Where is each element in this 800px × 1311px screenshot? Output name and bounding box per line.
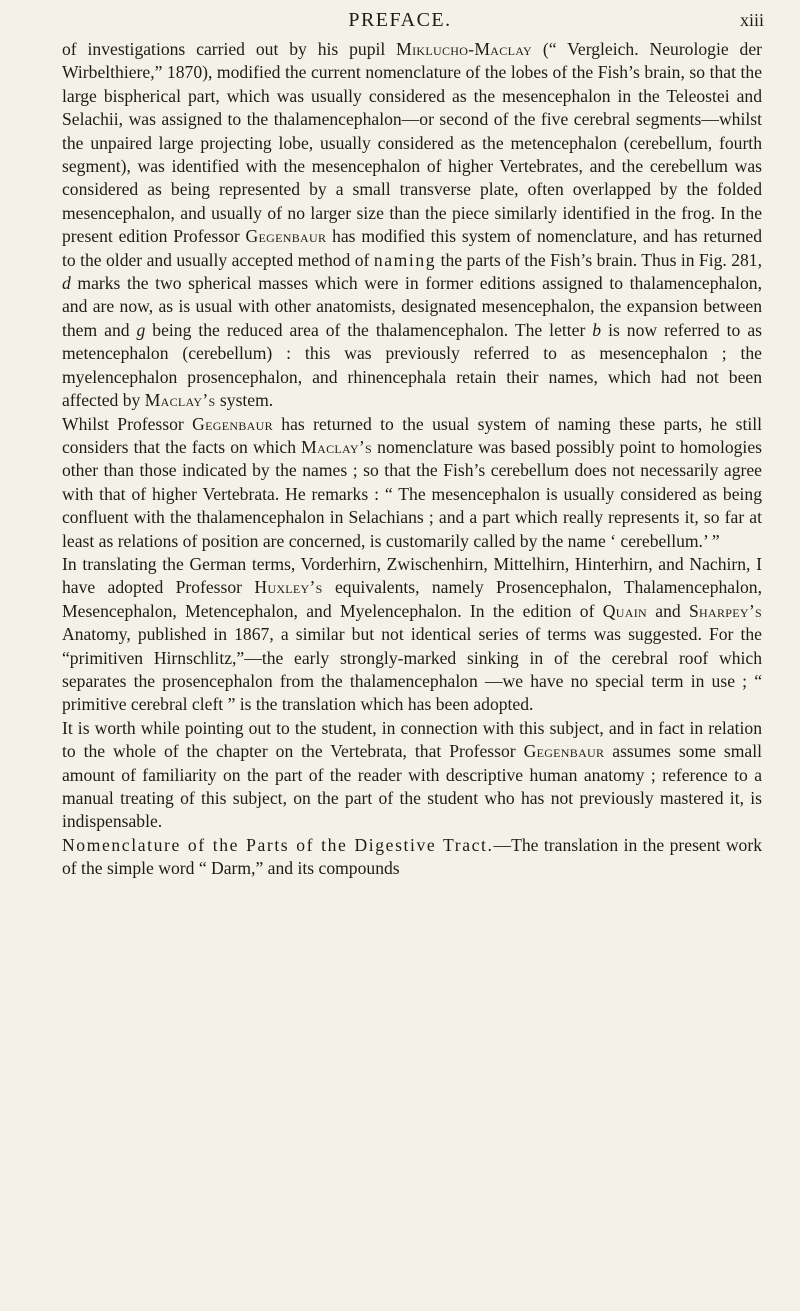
body-text xyxy=(62,38,762,881)
italic-letter: b xyxy=(592,319,602,340)
small-caps-name: Sharpey’s xyxy=(688,600,762,621)
text-run: is now referred to as metencephalon (cerebellum) : this was previously referred to as mesencephalon ; the myelencephalon prosencephalon, and rhinencephala retain their names, which had not been affected by xyxy=(62,319,762,411)
small-caps-name: Maclay’s xyxy=(144,390,216,411)
text-run: (“ Vergleich. Neurologie der Wirbelthiere,” 1870), modified the current nomenclature of the lobes of the Fish’s brain, so that the large bispherical part, which was usually considered as the mesencephalon in the Teleostei and Selachii, was assigned to the thalamencephalon—or second of the five cerebral segments—whilst the unpaired large projecting lobe, usually considered as the metencephalon (cerebellum, fourth segment), was identified with the mesencephalon of higher Vertebrates, and the cerebellum was considered as being represented by a small transverse plate, often overlapped by the folded mesencephalon, and usually of no larger size than the piece similarly identified in the frog. In the present edition Professor xyxy=(62,39,762,247)
text-run: equivalents, namely Prosencephalon, Thalamencephalon, Mesencephalon, Metencephalon, and Myelencephalon. In the edition of xyxy=(62,577,762,621)
text-run: being the reduced area of the thalamencephalon. The letter xyxy=(145,319,593,340)
paragraph xyxy=(62,413,762,553)
spaced-text: Nomenclature of the Parts of the Digestive Tract. xyxy=(62,834,494,855)
italic-letter: g xyxy=(136,319,146,340)
text-run: In translating the German terms, Vorderhirn, Zwischenhirn, Mittelhirn, Hinterhirn, and Nachirn, I have adopted Professor xyxy=(62,553,762,598)
small-caps-name: Gegenbaur xyxy=(245,226,327,247)
text-run: the parts of the Fish’s brain. Thus in Fig. 281, xyxy=(436,249,762,270)
text-run: nomenclature was based possibly point to homologies other than those indicated by the names ; so that the Fish’s cerebellum does not necessarily agree with that of higher Vertebrata. He remarks : “ The mesencephalon is usually considered as being confluent with the thalamencephalon in Selachians ; and a part which really represents it, so far at least as relations of position are concerned, is customarily called by the name ‘ cerebellum.’ ” xyxy=(62,436,762,551)
text-run: It is worth while pointing out to the student, in connection with this subject, and in fact in relation to the whole of the chapter on the Vertebrata, that Professor xyxy=(62,717,762,762)
paragraph xyxy=(62,38,762,413)
small-caps-name: Quain xyxy=(602,600,647,621)
text-run: has returned to the usual system of naming these parts, he still considers that the facts on which xyxy=(62,413,763,457)
small-caps-name: Gegenbaur xyxy=(523,741,605,762)
small-caps-name: Huxley’s xyxy=(254,577,323,598)
text-run: marks the two spherical masses which were in former editions assigned to thalamencephalon, and are now, as is usual with other anatomists, designated mesencephalon, the expansion between them and xyxy=(62,273,762,340)
small-caps-name: Maclay’s xyxy=(301,436,372,457)
text-run: of investigations carried out by his pupil xyxy=(62,39,397,59)
running-head-title: PREFACE. xyxy=(348,9,452,31)
running-head xyxy=(0,6,800,34)
small-caps-name: Gegenbaur xyxy=(192,413,273,434)
spaced-text: naming xyxy=(373,249,437,270)
text-run: Whilst Professor xyxy=(62,413,193,434)
text-run: and xyxy=(646,600,689,621)
paragraph xyxy=(62,553,762,717)
text-run: system. xyxy=(215,390,274,411)
page-number: xiii xyxy=(739,10,764,30)
text-run: —The translation in the present work of the simple word “ Darm,” and its compounds xyxy=(62,834,762,879)
text-run: assumes some small amount of familiarity on the part of the reader with descriptive human anatomy ; reference to a manual treating of this subject, on the part of the student who has not previously mastered it, is indispensable. xyxy=(62,741,763,832)
paragraph xyxy=(62,717,762,834)
italic-letter: d xyxy=(62,273,71,294)
small-caps-name: Miklucho-Maclay xyxy=(396,39,533,59)
paragraph xyxy=(62,834,762,881)
text-run: has modified this system of nomenclature, and has returned to the older and usually accepted method of xyxy=(62,226,762,270)
text-run: Anatomy, published in 1867, a similar but not identical series of terms was suggested. For the “primitiven Hirnschlitz,”—the early strongly-marked sinking in of the cerebral roof which separates the prosencephalon from the thalamencephalon —we have no special term in use ; “ primitive cerebral cleft ” is the translation which has been adopted. xyxy=(62,624,762,715)
